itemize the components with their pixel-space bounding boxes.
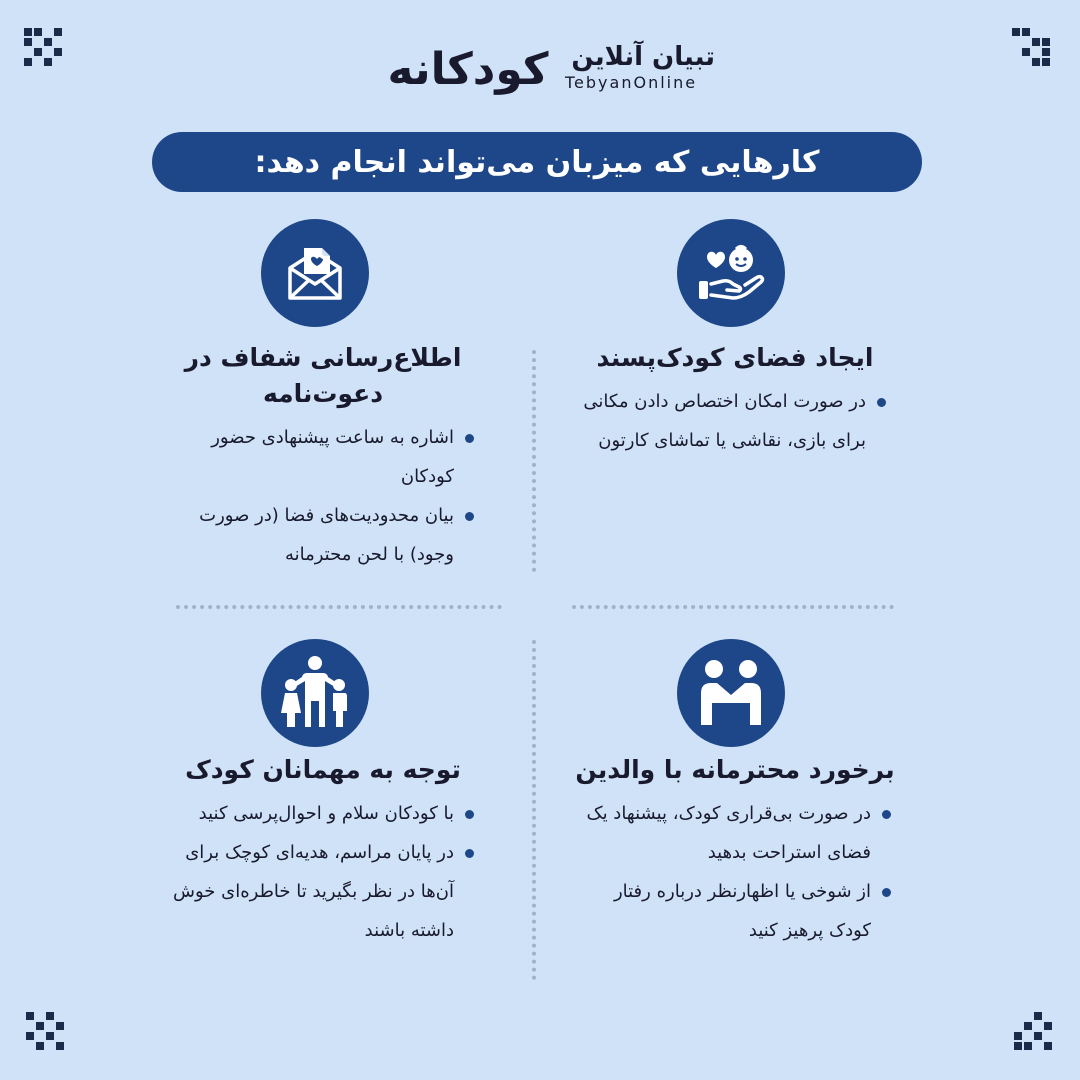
envelope-heart-icon [280,238,350,308]
hand-heart-child-icon [693,235,769,311]
card-heading: توجه به مهمانان کودک [185,755,461,784]
card-bullet-list [168,794,478,950]
header [0,40,1080,100]
vertical-divider-top [532,350,536,572]
horizontal-divider-right [572,605,894,609]
title-banner [152,132,922,192]
parents-house-icon [693,655,769,731]
page-title: کارهایی که میزبان می‌تواند انجام دهد: [254,144,820,180]
card-bullet-list [168,418,478,574]
tip-card-child-friendly-space [580,340,890,460]
tip-card-respect-parents [575,752,895,950]
card-bullet: با کودکان سلام و احوال‌پرسی کنید [168,794,478,833]
card-heading: اطلاع‌رسانی شفاف در دعوت‌نامه [184,343,462,408]
corner-pattern-icon [1014,1012,1054,1052]
tebyan-logo [565,42,715,98]
tip-card-child-guests [168,752,478,950]
tebyan-logo-fa: تبیان آنلاین [571,42,715,72]
card-heading: ایجاد فضای کودک‌پسند [596,343,874,372]
card-bullet: در پایان مراسم، هدیه‌ای کوچک برای آن‌ها در نظر بگیرید تا خاطره‌ای خوش داشته باشند [168,833,478,950]
card-bullet-list [580,382,890,460]
card-bullet: در صورت امکان اختصاص دادن مکانی برای بازی، نقاشی یا تماشای کارتون [580,382,890,460]
vertical-divider-bottom [532,640,536,980]
card-bullet: در صورت بی‌قراری کودک، پیشنهاد یک فضای استراحت بدهید [575,794,895,872]
card-1-icon-circle [677,219,785,327]
card-4-icon-circle [261,639,369,747]
family-icon [275,653,355,733]
tebyan-logo-en: TebyanOnline [565,73,698,92]
card-bullet-list [575,794,895,950]
card-bullet: از شوخی یا اظهارنظر درباره رفتار کودک پرهیز کنید [575,872,895,950]
kodakaneh-logo: کودکانه [387,43,549,95]
tip-card-clear-invitation [168,340,478,574]
corner-pattern-icon [26,1012,66,1052]
card-3-icon-circle [677,639,785,747]
card-bullet: بیان محدودیت‌های فضا (در صورت وجود) با لحن محترمانه [168,496,478,574]
card-2-icon-circle [261,219,369,327]
horizontal-divider-left [176,605,502,609]
card-bullet: اشاره به ساعت پیشنهادی حضور کودکان [168,418,478,496]
card-heading: برخورد محترمانه با والدین [575,755,895,784]
